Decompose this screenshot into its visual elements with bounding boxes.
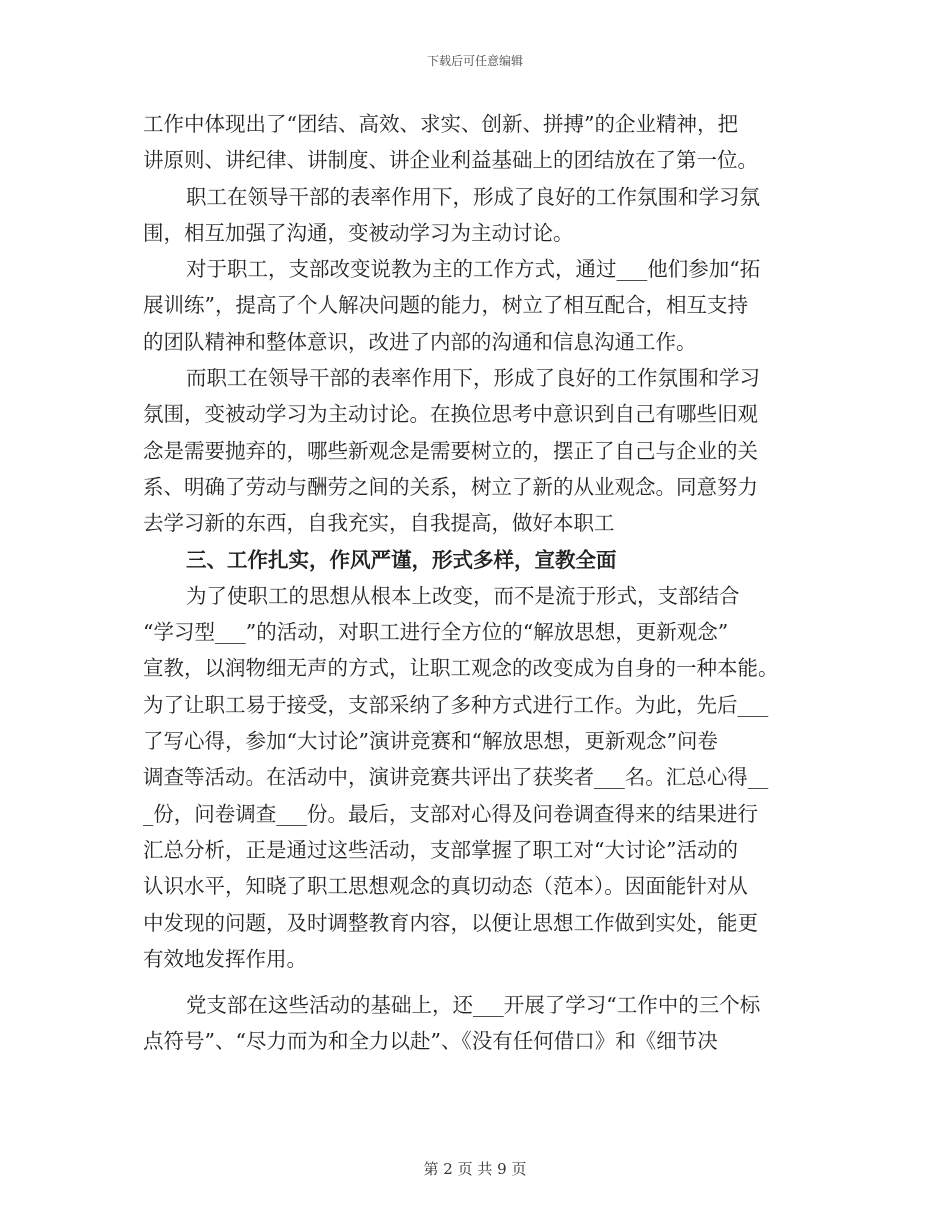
paragraph-line: 职工在领导干部的表率作用下，形成了良好的工作氛围和学习氛 (186, 184, 760, 209)
paragraph-line: 有效地发挥作用。 (143, 946, 307, 971)
paragraph-line: 党支部在这些活动的基础上，还___开展了学习“工作中的三个标 (186, 993, 761, 1018)
paragraph-line: 为了让职工易于接受，支部采纳了多种方式进行工作。为此，先后___ (143, 692, 769, 717)
paragraph-line: 讲原则、讲纪律、讲制度、讲企业利益基础上的团结放在了第一位。 (143, 148, 758, 173)
paragraph-line: 调查等活动。在活动中，演讲竞赛共评出了获奖者___名。汇总心得__ (143, 765, 769, 790)
paragraph-gap (143, 977, 808, 987)
section-heading: 三、工作扎实，作风严谨，形式多样，宣教全面 (186, 547, 617, 572)
paragraph-line: 汇总分析，正是通过这些活动，支部掌握了职工对“大讨论”活动的 (143, 837, 738, 862)
paragraph-line: 点符号”、“尽力而为和全力以赴”、《没有任何借口》和《细节决 (143, 1029, 718, 1054)
paragraph-line: 为了使职工的思想从根本上改变，而不是流于形式，支部结合 (186, 583, 740, 608)
paragraph-line: 展训练”，提高了个人解决问题的能力，树立了相互配合，相互支持 (143, 293, 748, 318)
page-header: 下载后可任意编辑 (426, 54, 523, 68)
paragraph-line: 对于职工，支部改变说教为主的工作方式，通过___他们参加“拓 (186, 257, 761, 282)
page-footer: 第 2 页 共 9 页 (423, 1160, 527, 1178)
paragraph-line: _份，问卷调查___份。最后，支部对心得及问卷调查得来的结果进行 (143, 801, 758, 826)
paragraph-line: 工作中体现出了“团结、高效、求实、创新、拼搏”的企业精神，把 (143, 112, 738, 136)
paragraph-line: 而职工在领导干部的表率作用下，形成了良好的工作氛围和学习 (186, 366, 760, 391)
paragraph-line: 去学习新的东西，自我充实，自我提高，做好本职工 (143, 511, 615, 536)
paragraph-line: 氛围，变被动学习为主动讨论。在换位思考中意识到自己有哪些旧观 (143, 402, 758, 427)
document-body (143, 106, 808, 1060)
paragraph-line: 中发现的问题，及时调整教育内容，以便让思想工作做到实处，能更 (143, 910, 758, 935)
paragraph-line: 的团队精神和整体意识，改进了内部的沟通和信息沟通工作。 (143, 329, 697, 354)
paragraph-line: 念是需要抛弃的，哪些新观念是需要树立的，摆正了自己与企业的关 (143, 438, 758, 463)
paragraph-line: “学习型___”的活动，对职工进行全方位的“解放思想，更新观念” (143, 620, 729, 645)
paragraph-line: 系、明确了劳动与酬劳之间的关系，树立了新的从业观念。同意努力 (143, 474, 758, 499)
paragraph-line: 宣教，以润物细无声的方式，让职工观念的改变成为自身的一种本能。 (143, 656, 779, 681)
paragraph-line: 了写心得，参加“大讨论”演讲竞赛和“解放思想，更新观念”问卷 (143, 729, 718, 754)
paragraph-line: 认识水平，知晓了职工思想观念的真切动态（范本）。因面能针对从 (143, 874, 748, 899)
paragraph-line: 围，相互加强了沟通，变被动学习为主动讨论。 (143, 220, 574, 245)
